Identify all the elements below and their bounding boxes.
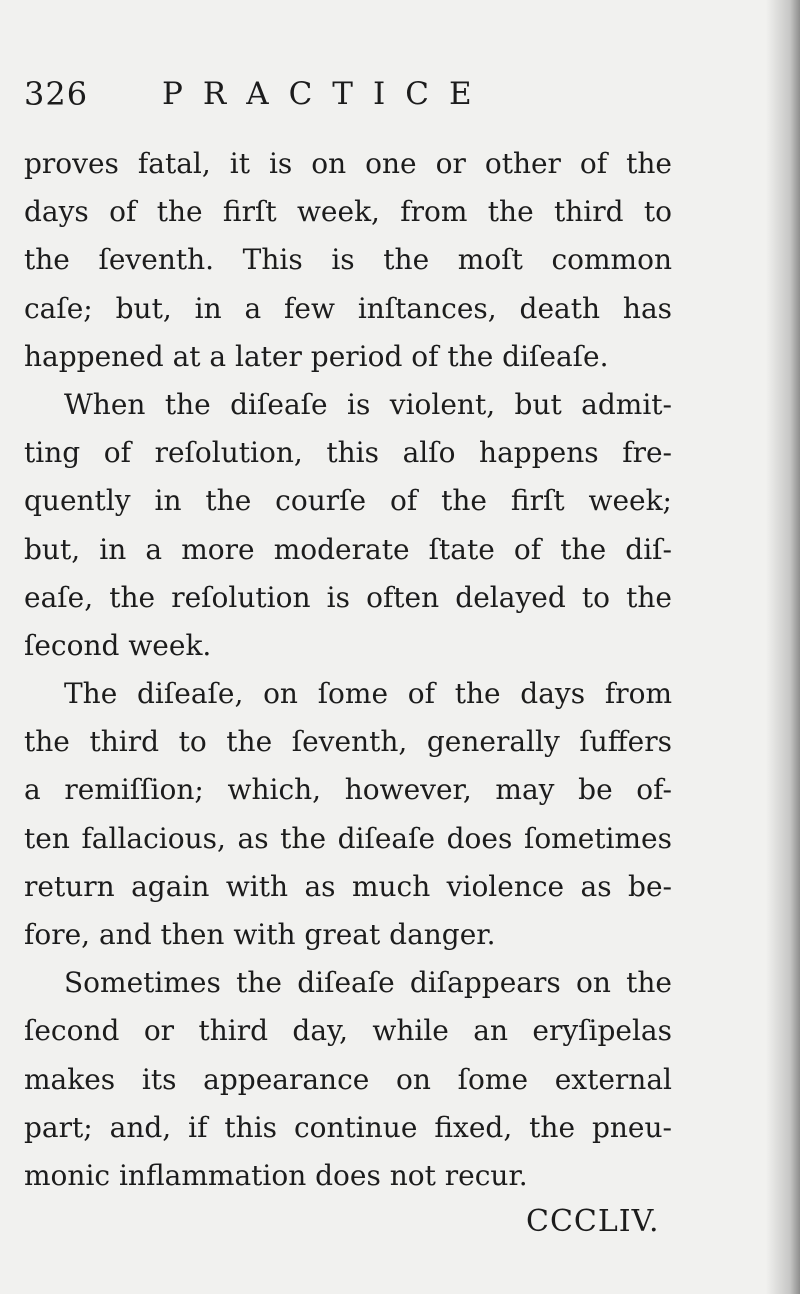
- text-line: makes its appearance on ſome external: [24, 1062, 672, 1096]
- text-line: but, in a more moderate ſtate of the diſ-: [24, 532, 672, 566]
- body-text: [24, 140, 672, 1200]
- text-line: happened at a later period of the diſeaſe.: [24, 339, 609, 373]
- text-line: days of the firſt week, from the third to: [24, 195, 672, 229]
- text-line: caſe; but, in a few inſtances, death has: [24, 291, 672, 325]
- text-line: eaſe, the reſolution is often delayed to the: [24, 580, 672, 614]
- text-line: proves fatal, it is on one or other of the: [24, 147, 672, 180]
- page-number: 326: [24, 75, 89, 113]
- text-line: monic inflammation does not recur.: [24, 1158, 528, 1192]
- text-line: the ſeventh. This is the moſt common: [24, 243, 672, 277]
- text-line: ſecond or third day, while an eryſipelas: [24, 1014, 672, 1048]
- text-line: Sometimes the diſeaſe diſappears on the: [64, 966, 672, 1000]
- paragraph: [24, 140, 672, 381]
- catchword: CCCLIV.: [526, 1204, 660, 1239]
- text-line: a remiſſion; which, however, may be of-: [24, 773, 672, 807]
- text-line: When the diſeaſe is violent, but admit-: [64, 387, 672, 421]
- text-line: ten fallacious, as the diſeaſe does ſometimes: [24, 821, 672, 855]
- paragraph: [24, 381, 672, 670]
- paragraph: [24, 670, 672, 959]
- text-line: ſecond week.: [24, 628, 212, 662]
- running-title: PRACTICE: [162, 76, 492, 112]
- text-line: ting of reſolution, this alſo happens fre-: [24, 436, 672, 470]
- page-gutter-shadow: [766, 0, 800, 1294]
- text-line: the third to the ſeventh, generally ſuffers: [24, 725, 672, 759]
- text-line: The diſeaſe, on ſome of the days from: [64, 677, 672, 711]
- text-line: part; and, if this continue fixed, the pneu-: [24, 1110, 672, 1144]
- text-line: return again with as much violence as be-: [24, 869, 672, 903]
- paragraph: [24, 959, 672, 1200]
- running-head: [24, 74, 744, 118]
- text-line: fore, and then with great danger.: [24, 918, 496, 951]
- text-line: quently in the courſe of the firſt week;: [24, 484, 672, 518]
